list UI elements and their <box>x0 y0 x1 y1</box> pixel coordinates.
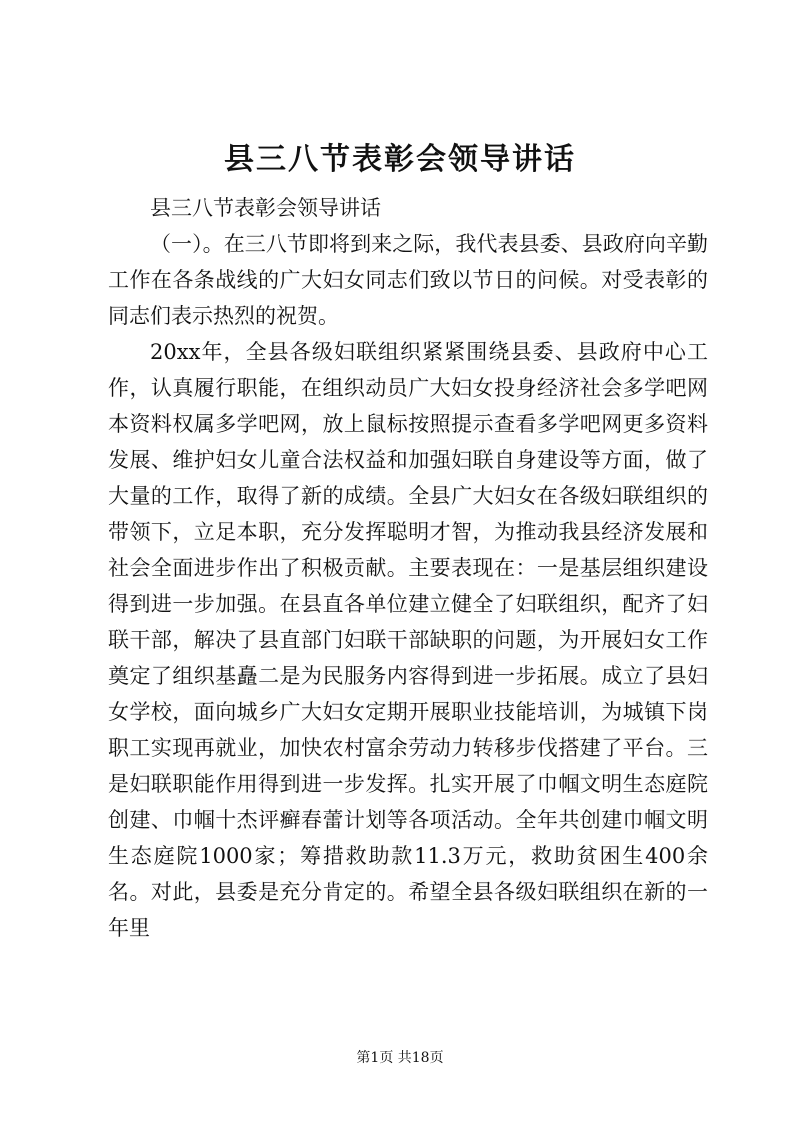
document-body <box>108 190 708 946</box>
page-number-footer: 第1页 共18页 <box>356 1050 444 1066</box>
paragraph-summary: 20xx年，全县各级妇联组织紧紧围绕县委、县政府中心工作，认真履行职能，在组织动员广大妇女投身经济社会多学吧网本资料权属多学吧网，放上鼠标按照提示查看多学吧网更多资料发展、维护妇女儿童合法权益和加强妇联自身建设等方面，做了大量的工作，取得了新的成绩。全县广大妇女在各级妇联组织的带领下，立足本职，充分发挥聪明才智，为推动我县经济发展和社会全面进步作出了积极贡献。主要表现在：一是基层组织建设得到进一步加强。在县直各单位建立健全了妇联组织，配齐了妇联干部，解决了县直部门妇联干部缺职的问题，为开展妇女工作奠定了组织基矗二是为民服务内容得到进一步拓展。成立了县妇女学校，面向城乡广大妇女定期开展职业技能培训，为城镇下岗职工实现再就业，加快农村富余劳动力转移步伐搭建了平台。三是妇联职能作用得到进一步发挥。扎实开展了巾帼文明生态庭院创建、巾帼十杰评癣春蕾计划等各项活动。全年共创建巾帼文明生态庭院1000家；筹措救助款11.3万元，救助贫困生400余名。对此，县委是充分肯定的。希望全县各级妇联组织在新的一年里 <box>108 340 708 940</box>
paragraph-subtitle: 县三八节表彰会领导讲话 <box>150 196 381 220</box>
paragraph-greeting: （一）。在三八节即将到来之际，我代表县委、县政府向辛勤工作在各条战线的广大妇女同志们致以节日的问候。对受表彰的同志们表示热烈的祝贺。 <box>108 232 708 328</box>
document-title: 县三八节表彰会领导讲话 <box>224 142 576 177</box>
